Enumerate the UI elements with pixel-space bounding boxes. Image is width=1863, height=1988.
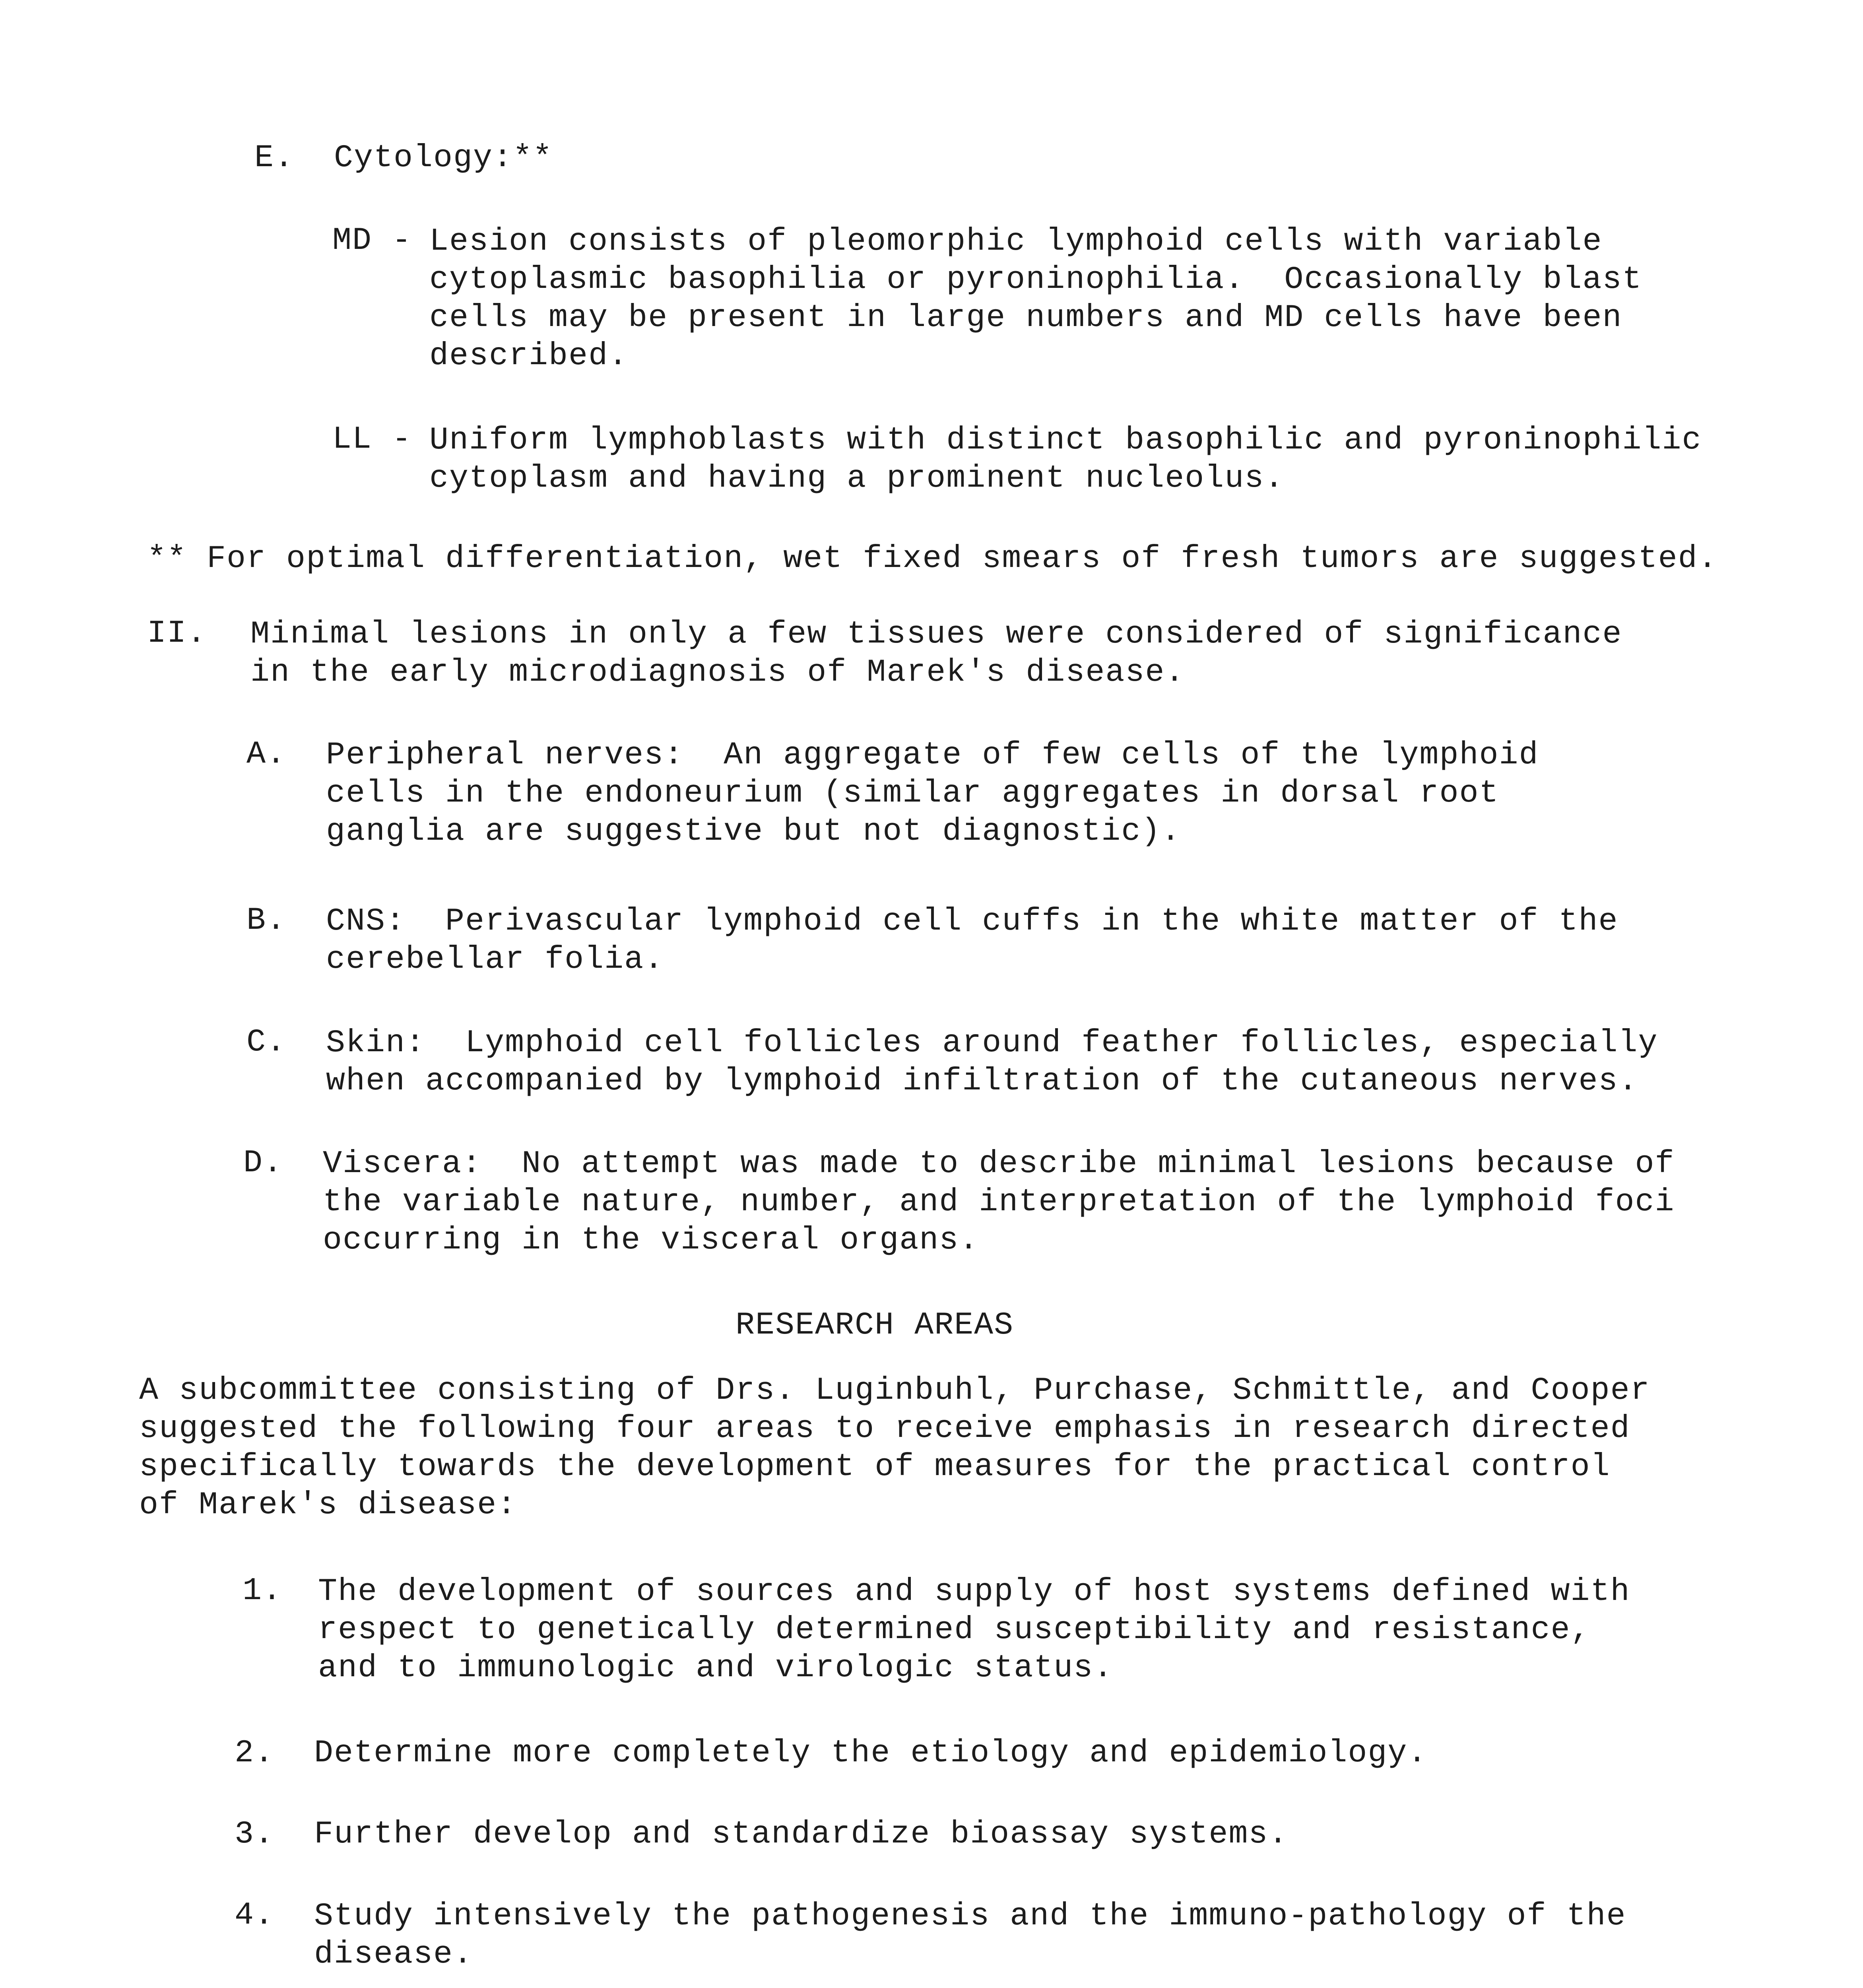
item-a-line-2: cells in the endoneurium (similar aggregates in dorsal root bbox=[326, 775, 1499, 812]
research-item-2-line-1: Determine more completely the etiology and epidemiology. bbox=[314, 1735, 1428, 1771]
ll-line-1: Uniform lymphoblasts with distinct basophilic and pyroninophilic bbox=[429, 422, 1702, 458]
item-d-line-2: the variable nature, number, and interpretation of the lymphoid foci bbox=[323, 1184, 1675, 1220]
item-d-line-3: occurring in the visceral organs. bbox=[323, 1222, 979, 1258]
ll-line-2: cytoplasm and having a prominent nucleolus. bbox=[429, 460, 1285, 497]
research-item-1-paragraph bbox=[318, 1573, 1630, 1687]
item-c-line-2: when accompanied by lymphoid infiltration of the cutaneous nerves. bbox=[326, 1063, 1638, 1099]
item-b-paragraph bbox=[326, 903, 1618, 979]
item-c-line-1: Skin: Lymphoid cell follicles around feather follicles, especially bbox=[326, 1025, 1658, 1061]
ll-label: LL - bbox=[332, 421, 412, 458]
research-item-3-line-1: Further develop and standardize bioassay systems. bbox=[314, 1816, 1289, 1852]
md-line-2: cytoplasmic basophilia or pyroninophilia. Occasionally blast bbox=[429, 262, 1642, 298]
research-item-4-number: 4. bbox=[235, 1897, 275, 1934]
item-d-letter: D. bbox=[243, 1145, 283, 1181]
research-intro bbox=[139, 1372, 1650, 1524]
research-item-1-line-3: and to immunologic and virologic status. bbox=[318, 1650, 1114, 1686]
item-a-letter: A. bbox=[246, 736, 287, 773]
research-item-4-line-2: disease. bbox=[314, 1936, 474, 1972]
item-c-letter: C. bbox=[246, 1024, 287, 1060]
research-item-1-line-2: respect to genetically determined susceptibility and resistance, bbox=[318, 1612, 1591, 1648]
research-intro-line-1: A subcommittee consisting of Drs. Luginbuhl, Purchase, Schmittle, and Cooper bbox=[139, 1373, 1650, 1409]
research-item-4-paragraph bbox=[314, 1897, 1626, 1974]
md-paragraph bbox=[429, 223, 1642, 375]
cytology-heading-letter: E. bbox=[254, 140, 295, 176]
item-a-paragraph bbox=[326, 736, 1539, 851]
md-label: MD - bbox=[332, 223, 412, 259]
research-intro-line-4: of Marek's disease: bbox=[139, 1487, 517, 1523]
section-ii-line-1: Minimal lesions in only a few tissues were considered of significance bbox=[250, 616, 1622, 652]
research-title: RESEARCH AREAS bbox=[735, 1307, 1014, 1343]
research-item-3-number: 3. bbox=[235, 1816, 275, 1852]
ll-paragraph bbox=[429, 421, 1702, 498]
research-item-4-line-1: Study intensively the pathogenesis and the immuno-pathology of the bbox=[314, 1898, 1626, 1934]
item-b-line-1: CNS: Perivascular lymphoid cell cuffs in the white matter of the bbox=[326, 903, 1618, 940]
section-ii-numeral: II. bbox=[147, 615, 207, 652]
item-d-paragraph bbox=[323, 1145, 1675, 1260]
research-item-1-line-1: The development of sources and supply of host systems defined with bbox=[318, 1574, 1630, 1610]
item-a-line-3: ganglia are suggestive but not diagnostic). bbox=[326, 813, 1181, 850]
md-line-1: Lesion consists of pleomorphic lymphoid cells with variable bbox=[429, 223, 1603, 260]
section-ii-intro bbox=[250, 615, 1622, 692]
research-intro-line-3: specifically towards the development of measures for the practical control bbox=[139, 1449, 1611, 1485]
research-intro-line-2: suggested the following four areas to receive emphasis in research directed bbox=[139, 1411, 1630, 1447]
footnote: ** For optimal differentiation, wet fixed smears of fresh tumors are suggested. bbox=[147, 541, 1718, 577]
research-item-2-number: 2. bbox=[235, 1735, 275, 1771]
md-line-4: described. bbox=[429, 338, 629, 374]
item-a-line-1: Peripheral nerves: An aggregate of few cells of the lymphoid bbox=[326, 737, 1539, 773]
cytology-heading: Cytology:** bbox=[334, 140, 553, 176]
item-c-paragraph bbox=[326, 1024, 1658, 1101]
item-b-letter: B. bbox=[246, 903, 287, 939]
section-ii-line-2: in the early microdiagnosis of Marek's disease. bbox=[250, 654, 1185, 691]
md-line-3: cells may be present in large numbers and MD cells have been bbox=[429, 300, 1622, 336]
research-item-1-number: 1. bbox=[243, 1573, 283, 1609]
item-b-line-2: cerebellar folia. bbox=[326, 942, 664, 978]
item-d-line-1: Viscera: No attempt was made to describe minimal lesions because of bbox=[323, 1146, 1675, 1182]
